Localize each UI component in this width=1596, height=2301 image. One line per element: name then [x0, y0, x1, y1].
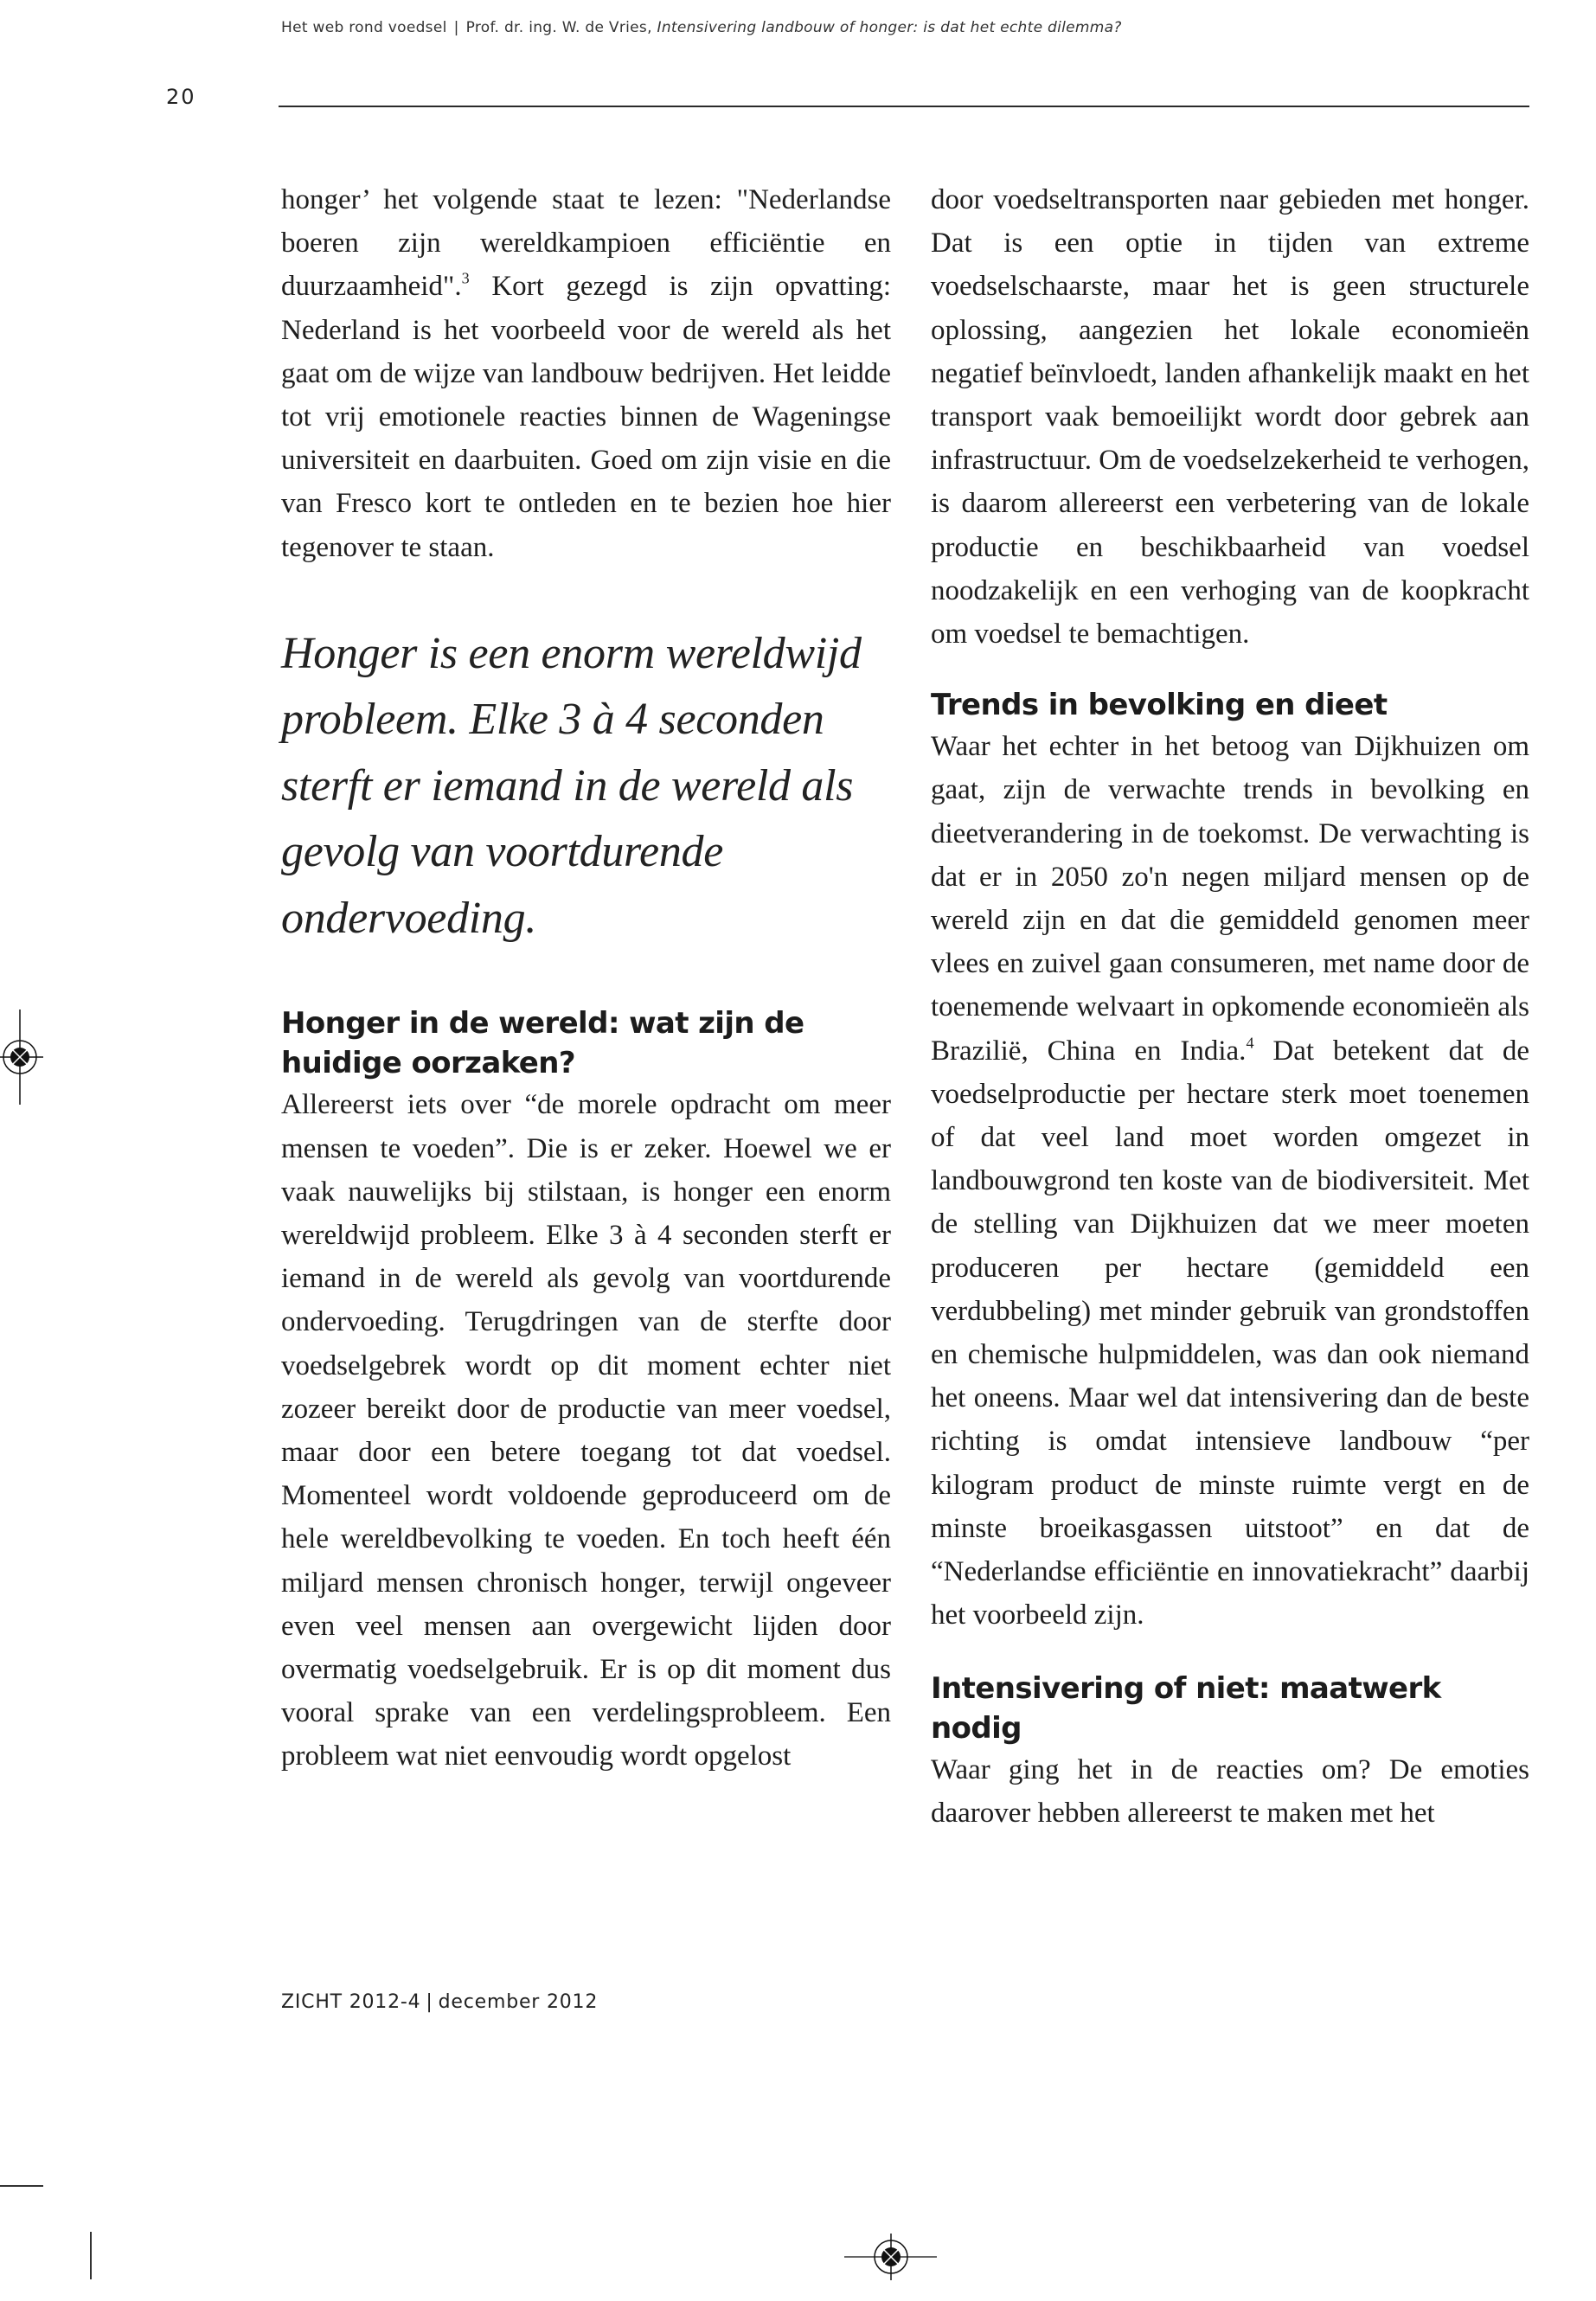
page-footer: [281, 1991, 598, 2013]
trends-text-continued: Dat betekent dat de voedselproductie per hectare sterk moet toenemen of dat veel land moet worden omgezet in landbouwgrond ten koste van de biodiversiteit. Met de stelling van Dijkhuizen dat we meer moeten produceren per hectare (gemiddeld een verdubbeling) met minder gebruik van grondstoffen en chemische hulpmiddelen, was dan ook niemand het oneens. Maar wel dat intensivering dan de beste richting is omdat intensieve landbouw “per kilogram product de minste ruimte vergt en de minste broeikasgassen uitstoot” en dat de “Nederlandse efficiëntie en innovatiekracht” daarbij het voorbeeld zijn.: [931, 1035, 1530, 1631]
crop-mark-vertical: [90, 2232, 92, 2279]
crop-mark-horizontal: [0, 2185, 43, 2187]
right-column: [931, 178, 1529, 1835]
intensivering-paragraph: Waar ging het in de reacties om? De emoties daarover hebben allereerst te maken met het: [931, 1753, 1529, 1829]
intro-text-continued: Kort gezegd is zijn opvatting: Nederland is het voorbeeld voor de wereld als het gaat om de wijze van landbouw bedrijven. Het leidde tot vrij emotionele reacties binnen de Wageningse universiteit en daarbuiten. Goed om zijn visie en die van Fresco kort te ontleden en te bezien hoe hier tegenover te staan.: [281, 271, 891, 563]
footnote-ref-3[interactable]: 3: [461, 269, 470, 287]
footer-date: december 2012: [438, 1991, 599, 2013]
header-author: Prof. dr. ing. W. de Vries,: [465, 19, 652, 36]
header-article-title: Intensivering landbouw of honger: is dat het echte dilemma?: [657, 19, 1122, 36]
intro-text: honger’ het volgende staat te lezen: "Nederlandse boeren zijn wereldkampioen efficiëntie en duurzaamheid".: [281, 184, 891, 303]
registration-mark-bottom-icon: [843, 2232, 940, 2284]
header-separator: |: [453, 19, 459, 36]
trends-paragraph: [931, 725, 1529, 1637]
section-heading-intensivering: Intensivering of niet: maatwerk nodig: [931, 1670, 1441, 1746]
page-number: 20: [166, 85, 196, 109]
registration-mark-icon: [0, 1008, 45, 1107]
header-section: Het web rond voedsel: [281, 19, 447, 36]
running-header: [281, 19, 1122, 36]
pull-quote: Honger is een enorm wereldwijd probleem. Elke 3 à 4 seconden sterft er iemand in de wereld als gevolg van voortdurende ondervoeding.: [281, 628, 862, 943]
left-column: [281, 178, 891, 1779]
footer-publication: ZICHT 2012-4: [281, 1991, 421, 2013]
footer-separator: |: [426, 1991, 433, 2013]
header-rule: [279, 106, 1529, 107]
continued-paragraph: door voedseltransporten naar gebieden met honger. Dat is een optie in tijden van extreme voedselschaarste, maar het is geen structurele oplossing, aangezien het lokale economieën negatief beïnvloedt, landen afhankelijk maakt en het transport vaak bemoeilijkt wordt door gebrek aan infrastructuur. Om de voedselzekerheid te verhogen, is daarom allereerst een verbetering van de lokale productie en beschikbaarheid van voedsel noodzakelijk en een verhoging van de koopkracht om voedsel te bemachtigen.: [931, 184, 1529, 651]
trends-text: Waar het echter in het betoog van Dijkhuizen om gaat, zijn de verwachte trends in bevolking en dieetverandering in de toekomst. De verwachting is dat er in 2050 zo'n negen miljard mensen op de wereld zijn en dat die gemiddeld genomen meer vlees en zuivel gaan consumeren, met name door de toenemende welvaart in opkomende economieën als Brazilië, China en India.: [931, 731, 1529, 1067]
section-heading-honger: Honger in de wereld: wat zijn de huidige oorzaken?: [281, 1006, 804, 1081]
intro-paragraph: [281, 178, 891, 569]
footnote-ref-4[interactable]: 4: [1246, 1034, 1254, 1052]
section-heading-trends: Trends in bevolking en dieet: [931, 688, 1388, 723]
section-paragraph-honger: Allereerst iets over “de morele opdracht om meer mensen te voeden”. Die is er zeker. Hoewel we er vaak nauwelijks bij stilstaan, is honger een enorm wereldwijd probleem. Elke 3 à 4 seconden sterft er iemand in de wereld als gevolg van voortdurende ondervoeding. Terugdringen van de sterfte door voedselgebrek wordt op dit moment echter niet zozeer bereikt door de productie van meer voedsel, maar door een betere toegang tot dat voedsel. Momenteel wordt voldoende geproduceerd om de hele wereldbevolking te voeden. En toch heeft één miljard mensen chronisch honger, terwijl ongeveer even veel mensen aan overgewicht lijden door overmatig voedselgebruik. Er is op dit moment dus vooral sprake van een verdelingsprobleem. Een probleem wat niet eenvoudig wordt opgelost: [281, 1089, 891, 1772]
